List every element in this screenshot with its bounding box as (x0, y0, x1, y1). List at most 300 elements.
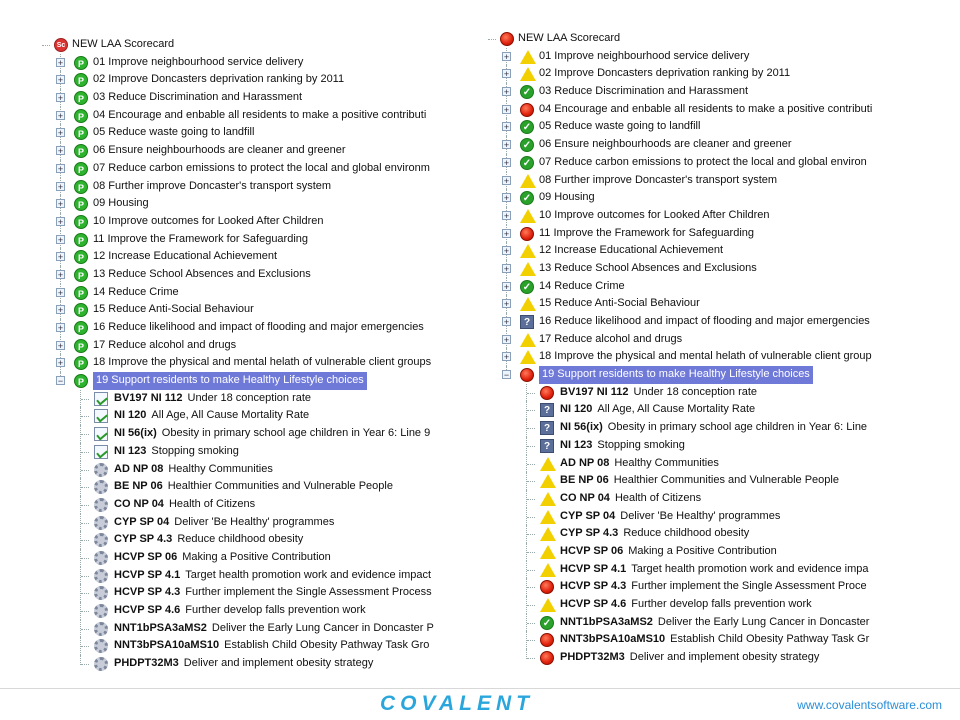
amber-warning-icon (520, 262, 536, 276)
expand-toggle-icon[interactable]: + (57, 181, 64, 192)
expand-toggle-icon[interactable]: + (503, 317, 510, 327)
red-status-icon (520, 368, 534, 382)
plan-icon: P (74, 268, 88, 282)
tree-child-label (114, 567, 431, 585)
tree-connector (527, 658, 535, 659)
measure-code: HCVP SP 06 (114, 550, 178, 563)
tree-connector (488, 39, 496, 40)
amber-warning-icon (520, 209, 536, 223)
tree-node[interactable] (40, 142, 436, 160)
expand-toggle-icon[interactable]: + (503, 69, 510, 80)
tree-child-node[interactable] (40, 390, 436, 408)
tree-connector (81, 629, 89, 630)
tree-node[interactable] (40, 248, 436, 266)
plan-icon: P (74, 162, 88, 176)
tree-node[interactable] (40, 337, 436, 355)
measure-label: Establish Child Obesity Pathway Task Gro (224, 639, 430, 652)
gear-icon (94, 480, 108, 494)
tree-node[interactable] (486, 242, 882, 260)
tree-node-label: 16 Reduce likelihood and impact of flooding and major emergencies (93, 321, 424, 333)
tree-root[interactable] (40, 36, 436, 54)
tree-child-node[interactable] (486, 561, 882, 579)
tree-node[interactable] (40, 354, 436, 372)
tree-connector (81, 452, 89, 453)
tree-child-label (114, 655, 373, 672)
measure-code: HCVP SP 4.6 (114, 604, 181, 616)
tree-node[interactable] (486, 366, 882, 384)
tree-node-label: 15 Reduce Anti-Social Behaviour (93, 303, 254, 316)
chart-measure-icon (94, 445, 108, 459)
measure-label: Stopping smoking (597, 438, 685, 451)
tree-node[interactable] (40, 178, 436, 196)
tree-child-node[interactable] (486, 525, 882, 543)
expand-toggle-icon[interactable]: + (57, 128, 64, 139)
tree-node[interactable] (40, 195, 436, 213)
amber-warning-icon (520, 350, 536, 364)
tree-node[interactable] (40, 301, 436, 319)
tree-child-node[interactable] (40, 620, 436, 638)
measure-label: Further develop falls prevention work (631, 598, 812, 610)
green-check-icon: ✓ (520, 191, 534, 205)
plan-icon: P (74, 197, 88, 211)
measure-code: HCVP SP 4.3 (114, 586, 181, 599)
tree-child-label (114, 620, 434, 638)
expand-toggle-icon[interactable]: + (57, 93, 64, 104)
expand-toggle-icon[interactable]: + (503, 140, 510, 151)
tree-child-node[interactable] (40, 531, 436, 549)
tree-child-node[interactable] (486, 508, 882, 526)
plan-icon: P (74, 233, 88, 247)
expand-toggle-icon[interactable]: + (503, 51, 510, 62)
tree-node[interactable] (40, 54, 436, 72)
tree-node-label: 06 Ensure neighbourhoods are cleaner and greener (93, 144, 346, 157)
tree-child-label (114, 514, 334, 532)
tree-child-label (114, 390, 311, 408)
gear-icon (94, 533, 108, 547)
measure-label: Obesity in primary school age children in Year 6: Line 9 (161, 427, 431, 440)
tree-child-node[interactable] (486, 649, 882, 667)
expand-toggle-icon[interactable]: + (57, 163, 64, 174)
measure-label: Target health promotion work and evidence impact (185, 568, 432, 581)
tree-node[interactable] (486, 136, 882, 154)
tree-node[interactable] (40, 160, 436, 178)
expand-toggle-icon[interactable]: + (503, 87, 510, 98)
tree-node[interactable] (40, 372, 436, 390)
amber-warning-icon (520, 174, 536, 188)
tree-child-label (560, 401, 755, 419)
scorecard-icon: Sc (54, 38, 68, 52)
tree-node-label: 08 Further improve Doncaster's transport system (93, 179, 332, 192)
tree-node-label: 12 Increase Educational Achievement (539, 244, 724, 257)
tree-connector (527, 517, 535, 518)
tree-node-label: 18 Improve the physical and mental helath of vulnerable client groups (93, 356, 432, 369)
tree-child-label (114, 443, 239, 461)
measure-code: BE NP 06 (114, 480, 163, 493)
tree-child-node[interactable] (486, 437, 882, 455)
measure-label: Health of Citizens (168, 497, 256, 510)
tree-node-label: 08 Further improve Doncaster's transport system (539, 173, 778, 186)
expand-toggle-icon[interactable]: − (57, 376, 64, 387)
measure-code: PHDPT32M3 (114, 657, 179, 670)
green-check-icon: ✓ (540, 616, 554, 630)
measure-code: BE NP 06 (560, 474, 609, 487)
tree-node[interactable] (486, 313, 882, 331)
tree-child-node[interactable] (486, 401, 882, 419)
tree-child-label (114, 584, 432, 602)
tree-child-label (560, 508, 780, 526)
tree-child-label (560, 649, 819, 667)
tree-child-label (560, 578, 867, 596)
tree-child-node[interactable] (40, 478, 436, 496)
expand-toggle-icon[interactable]: + (57, 199, 64, 210)
tree-node-label: 07 Reduce carbon emissions to protect the local and global environm (93, 161, 430, 174)
green-check-icon: ✓ (520, 120, 534, 134)
measure-label: Obesity in primary school age children in Year 6: Line (607, 421, 868, 434)
measure-code: NI 120 (560, 403, 593, 416)
plan-icon: P (74, 91, 88, 105)
measure-code: NI 120 (114, 409, 147, 422)
tree-connector (81, 611, 89, 612)
tree-child-node[interactable] (40, 496, 436, 514)
tree-node[interactable] (486, 295, 882, 313)
plan-icon: P (74, 321, 88, 335)
tree-node-label: 12 Increase Educational Achievement (93, 250, 278, 263)
expand-toggle-icon[interactable]: − (503, 370, 510, 381)
expand-toggle-icon[interactable]: + (503, 246, 510, 257)
measure-label: Establish Child Obesity Pathway Task Gr (670, 633, 870, 646)
tree-node-label: 10 Improve outcomes for Looked After Children (93, 214, 324, 227)
tree-child-label (114, 549, 331, 567)
amber-warning-icon (540, 474, 556, 488)
measure-code: NNT1bPSA3aMS2 (560, 615, 653, 628)
red-status-icon (500, 32, 514, 46)
green-check-icon: ✓ (520, 138, 534, 152)
expand-toggle-icon[interactable]: + (57, 252, 64, 263)
measure-code: NI 123 (560, 438, 593, 451)
red-status-icon (540, 633, 554, 647)
tree-node[interactable] (486, 48, 882, 66)
tree-connector (81, 593, 89, 594)
tree-child-node[interactable] (40, 584, 436, 602)
amber-warning-icon (520, 50, 536, 64)
measure-label: Healthy Communities (168, 462, 273, 475)
tree-child-label (560, 419, 867, 437)
tree-node[interactable] (486, 101, 882, 119)
measure-code: CO NP 04 (560, 491, 610, 504)
tree-node-label: 14 Reduce Crime (539, 279, 625, 292)
tree-connector (81, 416, 89, 417)
tree-node[interactable] (40, 89, 436, 107)
tree-node[interactable] (486, 189, 882, 207)
tree-connector (527, 393, 535, 394)
chart-measure-icon (94, 427, 108, 441)
green-check-icon: ✓ (520, 85, 534, 99)
tree-node-label: 07 Reduce carbon emissions to protect the local and global environ (539, 155, 867, 168)
expand-toggle-icon[interactable]: + (503, 193, 510, 204)
green-check-icon: ✓ (520, 280, 534, 294)
measure-label: Healthier Communities and Vulnerable People (613, 474, 839, 487)
tree-child-label (560, 614, 869, 632)
tree-child-label (560, 437, 685, 455)
expand-toggle-icon[interactable]: + (503, 299, 510, 310)
expand-toggle-icon[interactable]: + (57, 146, 64, 157)
left-scorecard-tree (40, 36, 436, 672)
tree-child-node[interactable] (40, 567, 436, 585)
plan-icon: P (74, 144, 88, 158)
tree-child-label (560, 543, 777, 561)
tree-node[interactable] (486, 118, 882, 136)
tree-node-label: 03 Reduce Discrimination and Harassment (539, 85, 749, 98)
tree-child-label (114, 461, 273, 479)
expand-toggle-icon[interactable]: + (57, 287, 64, 298)
tree-node-label: 17 Reduce alcohol and drugs (539, 332, 683, 345)
tree-child-node[interactable] (40, 461, 436, 479)
tree-root-label: NEW LAA Scorecard (518, 32, 621, 44)
tree-connector (527, 640, 535, 641)
tree-connector (527, 464, 535, 465)
tree-child-node[interactable] (40, 443, 436, 461)
gear-icon (94, 639, 108, 653)
tree-child-node[interactable] (486, 614, 882, 632)
tree-connector (527, 410, 535, 411)
expand-toggle-icon[interactable]: + (57, 340, 64, 351)
tree-node[interactable] (486, 154, 882, 172)
tree-child-node[interactable] (40, 637, 436, 655)
tree-child-label (114, 531, 303, 549)
expand-toggle-icon[interactable]: + (503, 210, 510, 221)
tree-connector (81, 470, 89, 471)
measure-code: AD NP 08 (114, 462, 164, 475)
amber-warning-icon (540, 510, 556, 524)
gear-icon (94, 463, 108, 477)
expand-toggle-icon[interactable]: + (57, 305, 64, 316)
measure-code: CO NP 04 (114, 497, 164, 510)
expand-toggle-icon[interactable]: + (57, 269, 64, 280)
gear-icon (94, 569, 108, 583)
measure-code: NNT3bPSA10aMS10 (560, 633, 666, 646)
tree-node-label: 06 Ensure neighbourhoods are cleaner and greener (539, 138, 792, 151)
measure-label: All Age, All Cause Mortality Rate (597, 403, 756, 416)
tree-connector (527, 570, 535, 571)
tree-child-node[interactable] (486, 631, 882, 649)
measure-label: Making a Positive Contribution (182, 550, 331, 563)
tree-child-label (114, 496, 255, 514)
expand-toggle-icon[interactable]: + (503, 263, 510, 274)
measure-label: Healthy Communities (614, 456, 719, 469)
measure-label: Target health promotion work and evidence impa (631, 562, 869, 575)
tree-child-label (114, 407, 309, 425)
tree-node-label: 18 Improve the physical and mental helath of vulnerable client group (539, 350, 872, 363)
expand-toggle-icon[interactable]: + (503, 281, 510, 292)
tree-connector (527, 499, 535, 500)
tree-node[interactable] (486, 278, 882, 296)
tree-child-node[interactable] (486, 596, 882, 614)
measure-label: Stopping smoking (151, 444, 239, 457)
expand-toggle-icon[interactable]: + (503, 352, 510, 363)
red-status-icon (540, 651, 554, 665)
tree-child-label (560, 384, 757, 402)
measure-label: Reduce childhood obesity (623, 527, 750, 540)
tree-child-node[interactable] (486, 578, 882, 596)
gear-icon (94, 657, 108, 671)
plan-icon: P (74, 215, 88, 229)
tree-node-label: 01 Improve neighbourhood service delivery (539, 49, 750, 62)
tree-child-node[interactable] (40, 514, 436, 532)
gear-icon (94, 551, 108, 565)
tree-child-node[interactable] (486, 455, 882, 473)
tree-node[interactable] (40, 124, 436, 142)
tree-child-node[interactable] (40, 425, 436, 443)
plan-icon: P (74, 180, 88, 194)
gear-icon (94, 516, 108, 530)
tree-node[interactable] (486, 83, 882, 101)
tree-child-node[interactable] (486, 419, 882, 437)
tree-child-node[interactable] (40, 407, 436, 425)
tree-node[interactable] (40, 71, 436, 89)
plan-icon: P (74, 374, 88, 388)
tree-node[interactable] (40, 107, 436, 125)
expand-toggle-icon[interactable]: + (57, 57, 64, 68)
expand-toggle-icon[interactable]: + (57, 216, 64, 227)
tree-node-label: 09 Housing (539, 191, 595, 204)
expand-toggle-icon[interactable]: + (57, 110, 64, 121)
unknown-status-icon: ? (540, 403, 554, 417)
tree-connector (527, 623, 535, 624)
plan-icon: P (74, 250, 88, 264)
footer-divider (0, 688, 960, 689)
measure-label: All Age, All Cause Mortality Rate (151, 409, 310, 422)
tree-child-label (560, 631, 869, 649)
measure-code: HCVP SP 4.1 (560, 562, 627, 575)
tree-connector (527, 605, 535, 606)
tree-child-node[interactable] (486, 490, 882, 508)
tree-node-label: 19 Support residents to make Healthy Lifestyle choices (539, 366, 813, 384)
tree-node-label: 05 Reduce waste going to landfill (539, 120, 701, 133)
measure-code: NI 56(ix) (560, 421, 603, 434)
expand-toggle-icon[interactable]: + (503, 334, 510, 345)
amber-warning-icon (520, 67, 536, 81)
tree-child-label (560, 455, 719, 473)
tree-node[interactable] (486, 225, 882, 243)
tree-node[interactable] (486, 207, 882, 225)
red-status-icon (540, 386, 554, 400)
measure-code: HCVP SP 4.3 (560, 580, 627, 593)
tree-node[interactable] (486, 348, 882, 366)
measure-label: Further implement the Single Assessment Proce (631, 580, 867, 593)
amber-warning-icon (540, 492, 556, 506)
red-status-icon (520, 103, 534, 117)
tree-node-label: 17 Reduce alcohol and drugs (93, 338, 237, 351)
tree-node-label: 14 Reduce Crime (93, 285, 179, 298)
tree-child-label (560, 490, 701, 508)
amber-warning-icon (540, 563, 556, 577)
measure-code: AD NP 08 (560, 456, 610, 469)
measure-label: Under 18 conception rate (187, 391, 312, 404)
tree-node[interactable] (486, 331, 882, 349)
measure-code: HCVP SP 06 (560, 544, 624, 557)
measure-label: Deliver the Early Lung Cancer in Doncaster (657, 615, 870, 628)
measure-code: HCVP SP 4.6 (560, 598, 627, 610)
measure-code: BV197 NI 112 (114, 391, 183, 404)
expand-toggle-icon[interactable]: + (57, 234, 64, 245)
expand-toggle-icon[interactable]: + (503, 157, 510, 168)
tree-node[interactable] (486, 172, 882, 190)
measure-label: Health of Citizens (614, 491, 702, 504)
expand-toggle-icon[interactable]: + (503, 228, 510, 239)
tree-child-label (114, 425, 430, 443)
tree-root-label: NEW LAA Scorecard (72, 38, 175, 50)
tree-node[interactable] (486, 260, 882, 278)
tree-child-label (114, 602, 366, 620)
measure-label: Deliver the Early Lung Cancer in Doncaster P (211, 621, 434, 634)
tree-root[interactable] (486, 30, 882, 48)
expand-toggle-icon[interactable]: + (57, 75, 64, 86)
amber-warning-icon (520, 333, 536, 347)
tree-child-node[interactable] (40, 549, 436, 567)
gear-icon (94, 586, 108, 600)
amber-warning-icon (540, 598, 556, 612)
tree-node[interactable] (40, 319, 436, 337)
tree-connector (81, 487, 89, 488)
tree-node[interactable] (40, 213, 436, 231)
tree-node-label: 13 Reduce School Absences and Exclusions (539, 261, 757, 274)
tree-node-label: 10 Improve outcomes for Looked After Children (539, 208, 770, 221)
tree-child-node[interactable] (40, 655, 436, 672)
tree-node-label: 02 Improve Doncasters deprivation ranking by 2011 (93, 73, 345, 86)
tree-connector (527, 428, 535, 429)
tree-connector (81, 505, 89, 506)
measure-code: BV197 NI 112 (560, 385, 629, 398)
tree-child-node[interactable] (486, 543, 882, 561)
tree-node[interactable] (486, 65, 882, 83)
tree-node-label: 16 Reduce likelihood and impact of flooding and major emergencies (539, 315, 870, 327)
tree-child-node[interactable] (40, 602, 436, 620)
tree-child-node[interactable] (486, 384, 882, 402)
measure-code: PHDPT32M3 (560, 651, 625, 664)
expand-toggle-icon[interactable]: + (503, 175, 510, 186)
tree-node[interactable] (40, 266, 436, 284)
tree-node[interactable] (40, 231, 436, 249)
measure-label: Deliver and implement obesity strategy (183, 657, 374, 670)
tree-connector (81, 399, 89, 400)
amber-warning-icon (520, 297, 536, 311)
chart-measure-icon (94, 409, 108, 423)
tree-connector (527, 481, 535, 482)
tree-connector (527, 446, 535, 447)
expand-toggle-icon[interactable]: + (503, 104, 510, 115)
tree-node[interactable] (40, 284, 436, 302)
plan-icon: P (74, 286, 88, 300)
expand-toggle-icon[interactable]: + (57, 358, 64, 369)
measure-label: Deliver and implement obesity strategy (629, 651, 820, 664)
measure-code: CYP SP 4.3 (560, 527, 619, 540)
red-status-icon (520, 227, 534, 241)
measure-code: HCVP SP 4.1 (114, 568, 181, 581)
expand-toggle-icon[interactable]: + (57, 323, 64, 333)
plan-icon: P (74, 56, 88, 70)
tree-connector (527, 587, 535, 588)
tree-node-label: 04 Encourage and enbable all residents to make a positive contributi (539, 102, 873, 115)
measure-label: Deliver 'Be Healthy' programmes (620, 509, 781, 522)
expand-toggle-icon[interactable]: + (503, 122, 510, 133)
tree-connector (527, 534, 535, 535)
measure-code: CYP SP 04 (114, 515, 170, 528)
plan-icon: P (74, 126, 88, 140)
footer-url[interactable]: www.covalentsoftware.com (797, 698, 942, 712)
measure-code: NNT1bPSA3aMS2 (114, 621, 207, 634)
tree-node-label: 04 Encourage and enbable all residents to make a positive contributi (93, 108, 427, 121)
tree-child-node[interactable] (486, 472, 882, 490)
